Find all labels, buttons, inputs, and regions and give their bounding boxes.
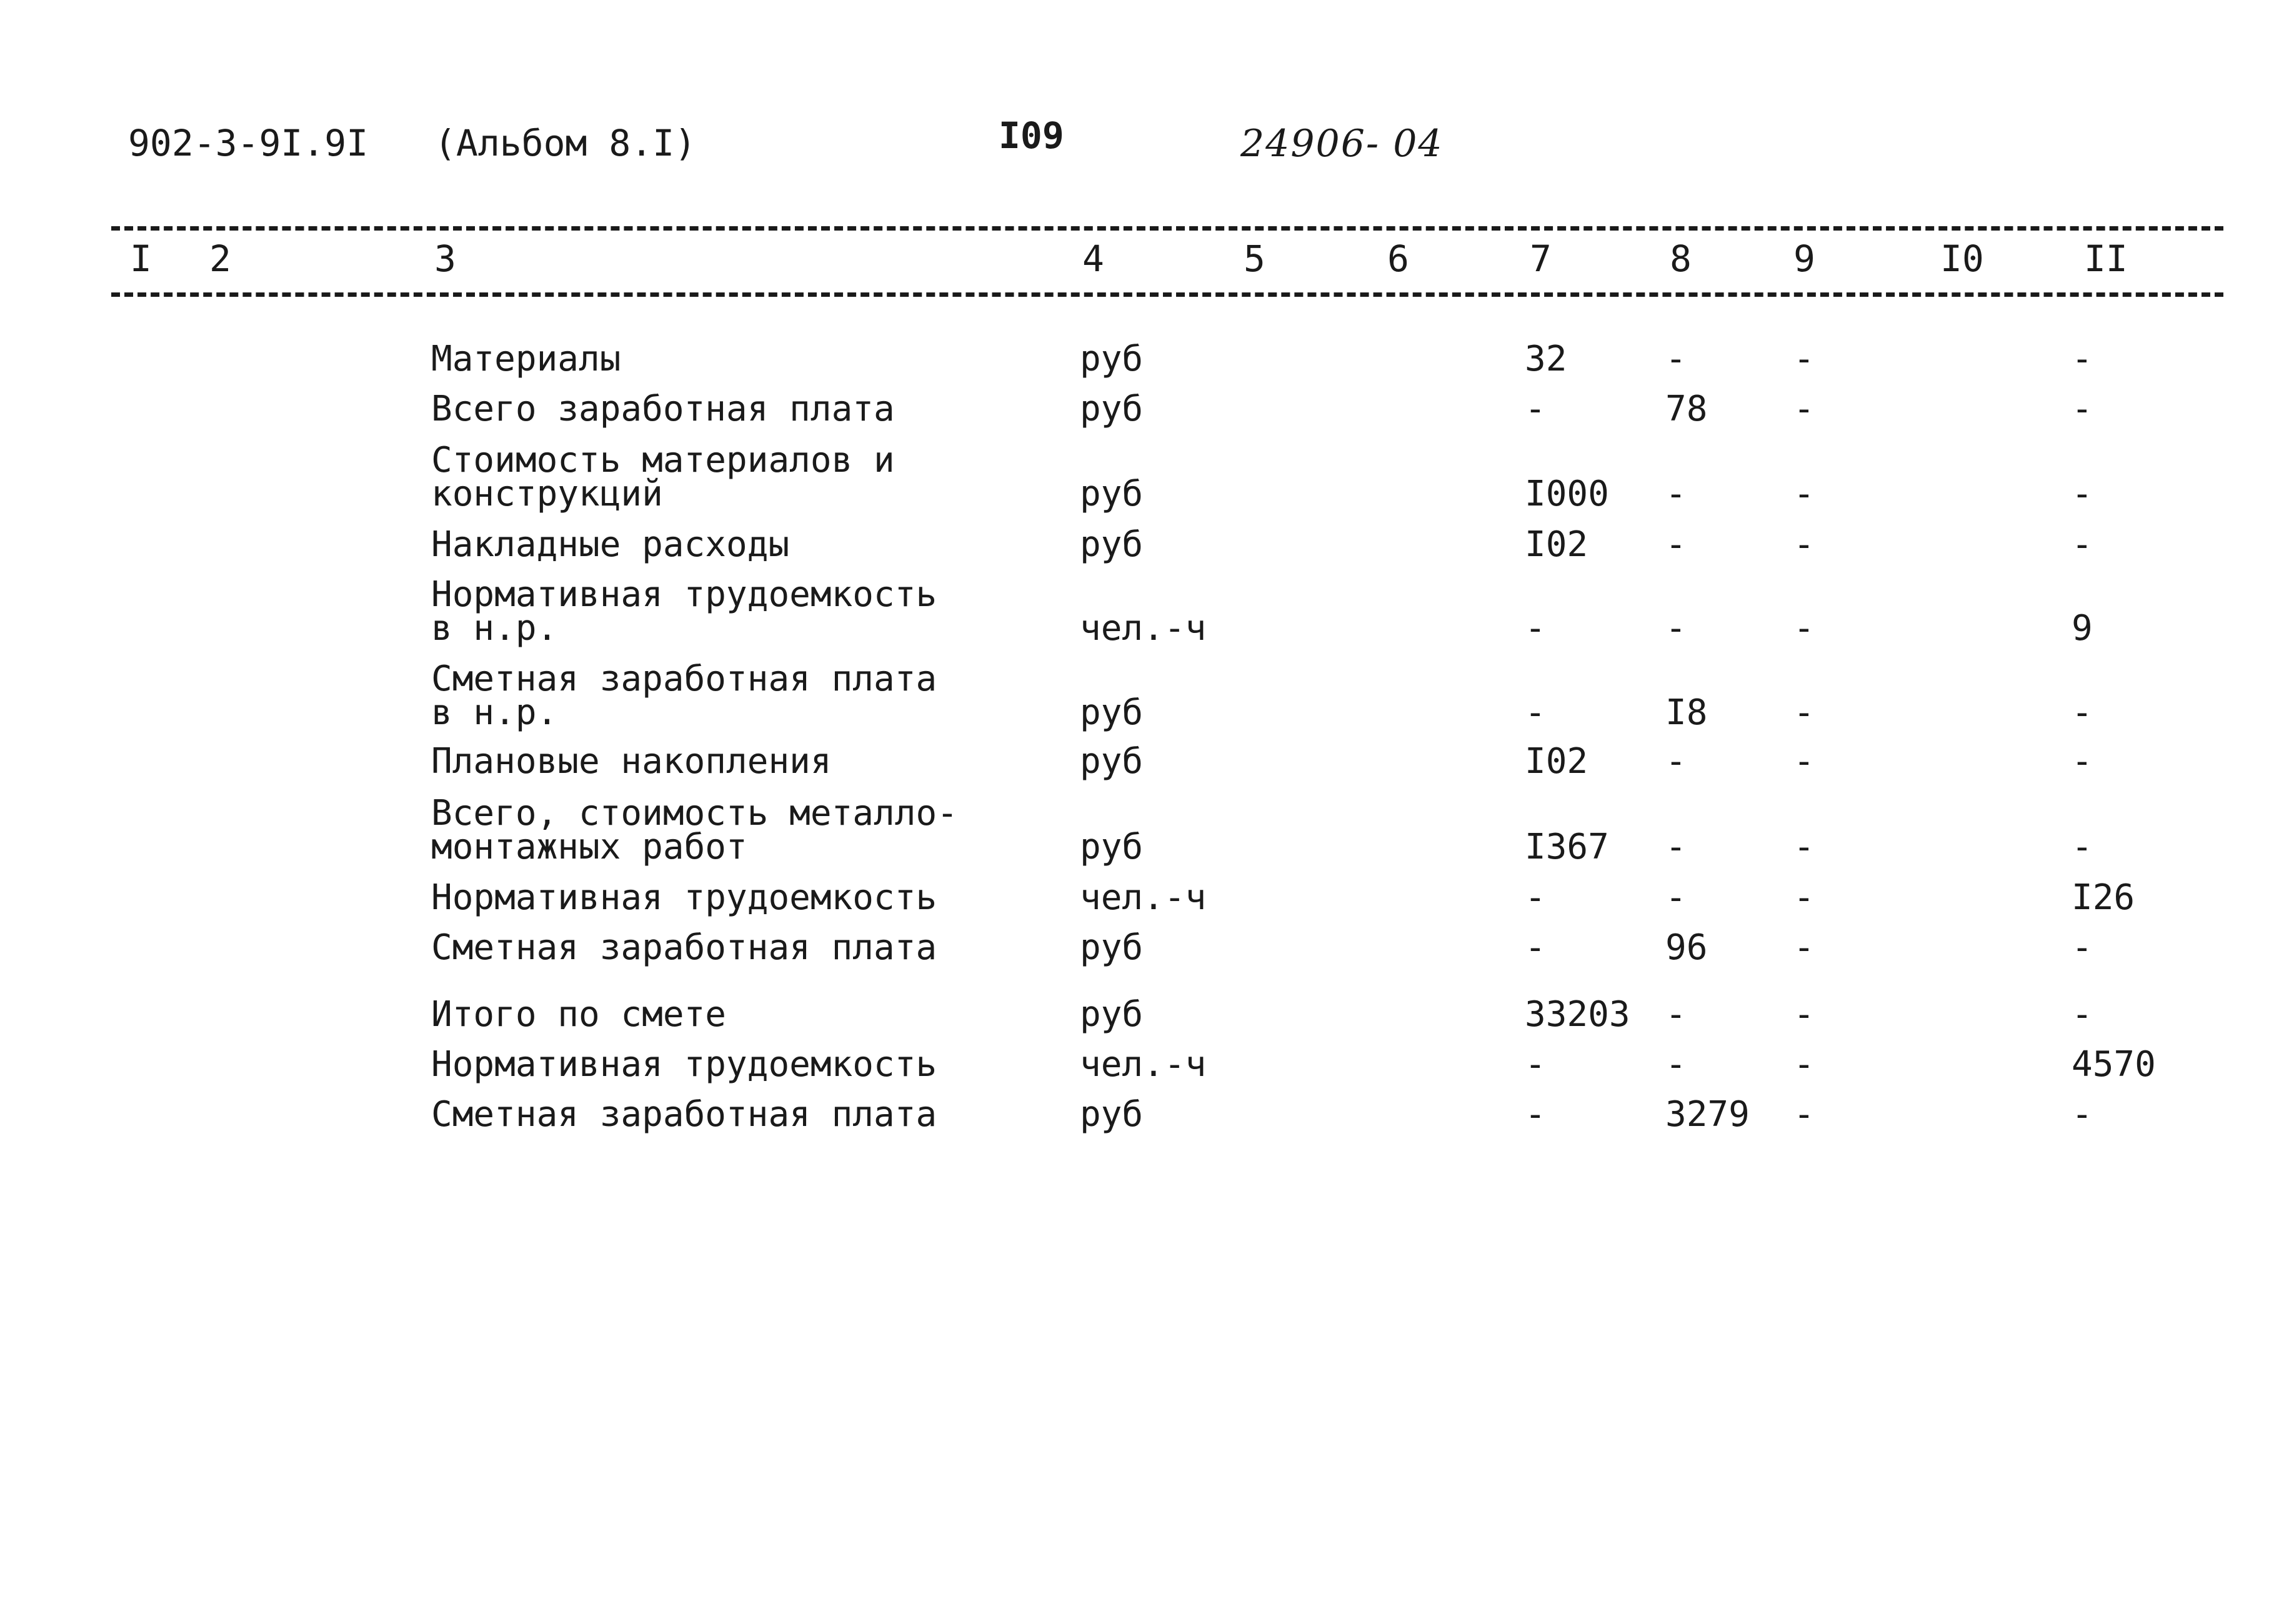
- row-unit: руб: [1080, 927, 1144, 968]
- row-col11-value: I26: [2072, 877, 2135, 918]
- album-label: (Альбом 8.I): [434, 122, 697, 164]
- row-col8-value: 96: [1665, 927, 1708, 968]
- row-col7-value: 32: [1525, 339, 1567, 379]
- row-description: Нормативная трудоемкость: [431, 1044, 937, 1085]
- row-col11-value: 9: [2072, 608, 2093, 649]
- row-description: Плановые накопления: [431, 741, 832, 782]
- row-unit: руб: [1080, 741, 1144, 782]
- table-top-rule: [111, 226, 2223, 231]
- row-col9-value: -: [1793, 877, 1815, 918]
- row-col9-value: -: [1793, 339, 1815, 379]
- row-col7-value: -: [1525, 927, 1546, 968]
- row-col11-value: -: [2072, 339, 2093, 379]
- row-unit: руб: [1080, 692, 1144, 733]
- document-code: 902-3-9I.9I: [128, 122, 369, 164]
- column-number: I: [130, 237, 152, 280]
- row-col8-value: 78: [1665, 389, 1708, 429]
- column-number: I0: [1940, 237, 1984, 280]
- row-col8-value: -: [1665, 994, 1687, 1035]
- row-col11-value: -: [2072, 994, 2093, 1035]
- row-col9-value: -: [1793, 474, 1815, 514]
- row-col11-value: -: [2072, 1094, 2093, 1135]
- row-col7-value: I02: [1525, 524, 1588, 565]
- row-col7-value: -: [1525, 877, 1546, 918]
- row-col9-value: -: [1793, 389, 1815, 429]
- row-col9-value: -: [1793, 1044, 1815, 1085]
- column-number: 4: [1082, 237, 1104, 280]
- row-col7-value: -: [1525, 389, 1546, 429]
- row-description: Накладные расходы: [431, 524, 790, 565]
- row-col8-value: -: [1665, 339, 1687, 379]
- row-col11-value: -: [2072, 741, 2093, 782]
- row-col7-value: I367: [1525, 827, 1609, 867]
- row-col8-value: -: [1665, 608, 1687, 649]
- row-description: Стоимость материалов и конструкций: [431, 440, 895, 514]
- column-number: 8: [1670, 237, 1692, 280]
- row-col9-value: -: [1793, 608, 1815, 649]
- row-description: Сметная заработная плата в н.р.: [431, 659, 937, 733]
- row-unit: руб: [1080, 1094, 1144, 1135]
- row-col11-value: -: [2072, 692, 2093, 733]
- row-col8-value: -: [1665, 474, 1687, 514]
- row-col8-value: 3279: [1665, 1094, 1750, 1135]
- row-description: Нормативная трудоемкость: [431, 877, 937, 918]
- row-col8-value: -: [1665, 1044, 1687, 1085]
- row-unit: чел.-ч: [1080, 608, 1207, 649]
- row-col8-value: -: [1665, 877, 1687, 918]
- column-number: II: [2084, 237, 2128, 280]
- row-col9-value: -: [1793, 692, 1815, 733]
- row-col9-value: -: [1793, 741, 1815, 782]
- table-header-rule: [111, 292, 2223, 297]
- row-description: Нормативная трудоемкость в н.р.: [431, 574, 937, 649]
- row-unit: руб: [1080, 524, 1144, 565]
- row-description: Сметная заработная плата: [431, 1094, 937, 1135]
- row-col9-value: -: [1793, 927, 1815, 968]
- page-number: I09: [999, 114, 1064, 157]
- row-unit: руб: [1080, 339, 1144, 379]
- column-number: 6: [1387, 237, 1409, 280]
- row-description: Всего заработная плата: [431, 389, 895, 429]
- row-col9-value: -: [1793, 1094, 1815, 1135]
- handwritten-reference: 24906- 04: [1240, 122, 1444, 166]
- row-unit: руб: [1080, 827, 1144, 867]
- row-col11-value: -: [2072, 927, 2093, 968]
- row-col11-value: -: [2072, 474, 2093, 514]
- row-unit: чел.-ч: [1080, 877, 1207, 918]
- row-col7-value: -: [1525, 608, 1546, 649]
- row-col8-value: -: [1665, 524, 1687, 565]
- row-description: Итого по смете: [431, 994, 727, 1035]
- row-col7-value: I000: [1525, 474, 1609, 514]
- row-unit: чел.-ч: [1080, 1044, 1207, 1085]
- row-col7-value: -: [1525, 692, 1546, 733]
- row-col8-value: I8: [1665, 692, 1708, 733]
- column-number: 7: [1530, 237, 1552, 280]
- row-description: Материалы: [431, 339, 621, 379]
- row-col8-value: -: [1665, 741, 1687, 782]
- row-col9-value: -: [1793, 827, 1815, 867]
- row-col11-value: -: [2072, 524, 2093, 565]
- column-number: 2: [209, 237, 231, 280]
- row-col7-value: I02: [1525, 741, 1588, 782]
- row-unit: руб: [1080, 994, 1144, 1035]
- row-description: Всего, стоимость металло- монтажных работ: [431, 793, 958, 867]
- row-col11-value: 4570: [2072, 1044, 2156, 1085]
- row-unit: руб: [1080, 389, 1144, 429]
- row-col7-value: -: [1525, 1044, 1546, 1085]
- row-col7-value: 33203: [1525, 994, 1630, 1035]
- row-col8-value: -: [1665, 827, 1687, 867]
- row-col11-value: -: [2072, 389, 2093, 429]
- column-number: 9: [1793, 237, 1815, 280]
- row-unit: руб: [1080, 474, 1144, 514]
- row-description: Сметная заработная плата: [431, 927, 937, 968]
- row-col11-value: -: [2072, 827, 2093, 867]
- row-col9-value: -: [1793, 994, 1815, 1035]
- column-number: 3: [434, 237, 456, 280]
- row-col7-value: -: [1525, 1094, 1546, 1135]
- column-number: 5: [1244, 237, 1265, 280]
- row-col9-value: -: [1793, 524, 1815, 565]
